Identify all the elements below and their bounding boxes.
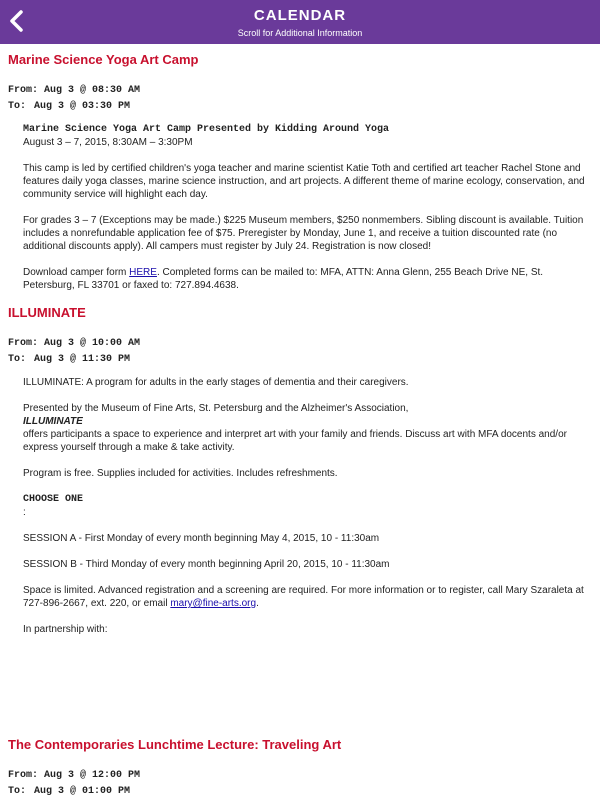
spacer [8, 649, 592, 689]
description-paragraph [23, 266, 588, 292]
text-span: . [256, 598, 259, 609]
page-subtitle: Scroll for Additional Information [237, 28, 363, 38]
app-header [0, 0, 600, 44]
description-paragraph: ILLUMINATE: A program for adults in the early stages of dementia and their caregivers. [23, 377, 409, 388]
email-link[interactable]: mary@fine-arts.org [170, 598, 257, 609]
event-from: From: Aug 3 @ 10:00 AM [8, 338, 141, 349]
event-item [8, 305, 592, 729]
description-paragraph: In partnership with: [23, 624, 108, 635]
description-paragraph: This camp is led by certified children's yoga teacher and marine scientist Katie Toth and certified art teacher Rachel Stone and features daily yoga classes, marine science instruction, and art projects. A different theme of marine ecology, conservation, and community service will highlight each day. [23, 163, 585, 200]
event-from: From: Aug 3 @ 08:30 AM [8, 85, 141, 96]
event-title[interactable]: The Contemporaries Lunchtime Lecture: Traveling Art [8, 737, 342, 752]
session-b: SESSION B - Third Monday of every month beginning April 20, 2015, 10 - 11:30am [23, 559, 390, 570]
event-item [8, 737, 592, 800]
event-from: From: Aug 3 @ 12:00 PM [8, 770, 141, 781]
to-label: To: [8, 101, 27, 112]
colon-text: : [23, 507, 26, 518]
event-to-value: Aug 3 @ 11:30 PM [34, 354, 131, 365]
to-label: To: [8, 786, 27, 797]
description-paragraph: For grades 3 – 7 (Exceptions may be made.) $225 Museum members, $250 nonmembers. Sibling discount is available. Tuition includes a nonrefundable application fee of $75. Preregister by Monday, June 1, and receive a tuition discounted rate (no additional discounts apply). All campers must register by July 24. Registration is now closed! [23, 215, 584, 252]
event-title[interactable]: Marine Science Yoga Art Camp [8, 52, 199, 67]
event-to [8, 99, 592, 115]
event-description [8, 123, 592, 292]
program-name: ILLUMINATE [23, 416, 83, 427]
event-to-value: Aug 3 @ 01:00 PM [34, 786, 131, 797]
description-paragraph: Program is free. Supplies included for activities. Includes refreshments. [23, 468, 338, 479]
event-description [8, 376, 592, 636]
text-span: Download camper form [23, 267, 130, 278]
description-paragraph [23, 584, 588, 610]
event-item [8, 52, 592, 292]
text-span: Presented by the Museum of Fine Arts, St. Petersburg and the Alzheimer's Association, [23, 403, 409, 414]
session-a: SESSION A - First Monday of every month beginning May 4, 2015, 10 - 11:30am [23, 533, 380, 544]
text-span: Space is limited. Advanced registration and a screening are required. For more information or to register, call Mary Szaraleta at 727-896-2667, ext. 220, or email [23, 585, 584, 609]
event-to [8, 352, 592, 368]
event-subtitle: Marine Science Yoga Art Camp Presented by Kidding Around Yoga [23, 124, 390, 135]
event-list[interactable] [0, 52, 600, 800]
choose-one-heading: CHOOSE ONE [23, 494, 84, 505]
event-title[interactable]: ILLUMINATE [8, 305, 86, 320]
text-span: offers participants a space to experience and interpret art with your family and friends. Discuss art with MFA docents and/or express yourself through a make & take activity. [23, 429, 567, 453]
event-dates: August 3 – 7, 2015, 8:30AM – 3:30PM [23, 137, 193, 148]
page-title: CALENDAR [253, 7, 347, 24]
text-span: . Completed forms can be mailed to: MFA, ATTN: Anna Glenn, 255 Beach Drive NE, St. Petersburg, FL 33701 or faxed to: 727.894.4638. [23, 267, 544, 291]
description-paragraph [23, 402, 588, 454]
event-to-value: Aug 3 @ 03:30 PM [34, 101, 131, 112]
camper-form-link[interactable]: HERE [129, 267, 157, 278]
event-to [8, 784, 592, 800]
to-label: To: [8, 354, 27, 365]
spacer [8, 689, 592, 729]
